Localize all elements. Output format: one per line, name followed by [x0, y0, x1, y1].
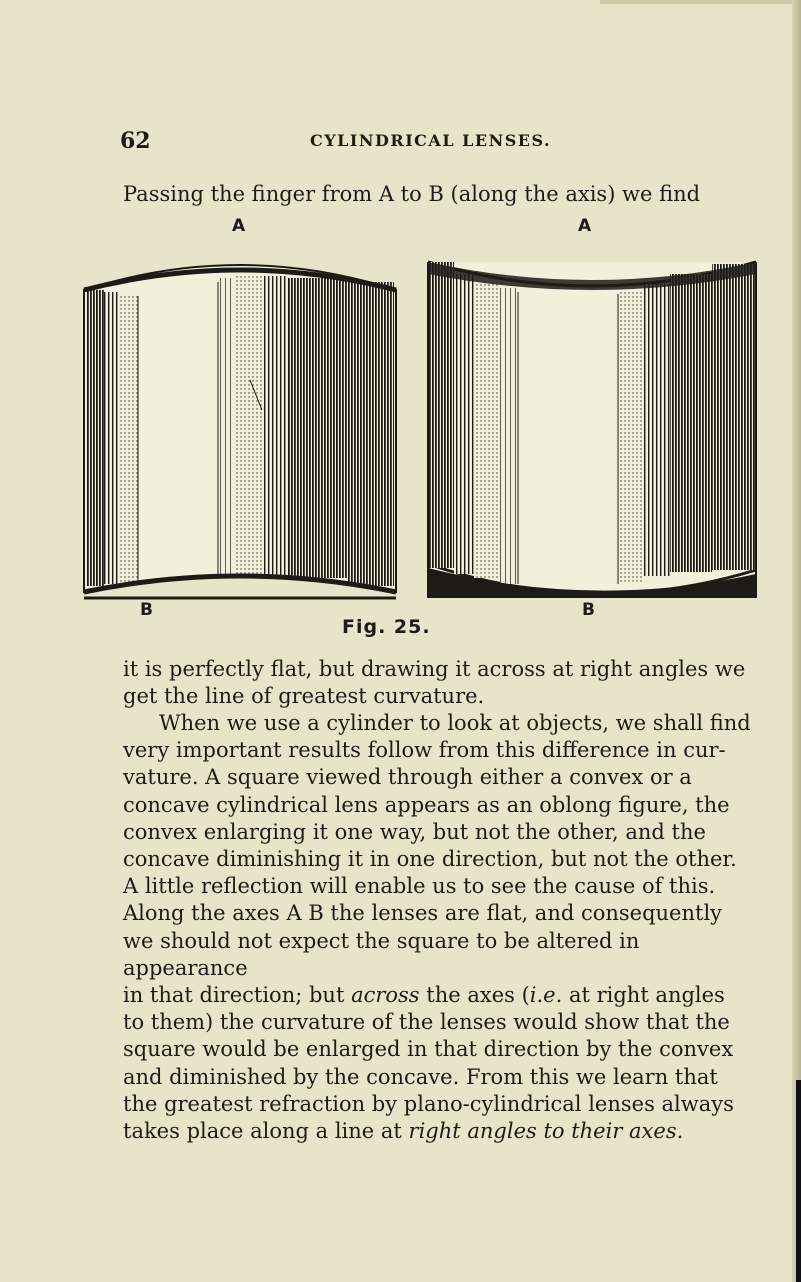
text-line: it is perfectly flat, but drawing it across at right angles we	[123, 657, 746, 681]
concave-lens	[428, 262, 756, 598]
text-span: at right angles	[562, 983, 725, 1008]
italic-text: across	[351, 983, 420, 1008]
lead-line: Passing the finger from A to B (along the axis) we find	[123, 182, 701, 206]
paragraph-1	[123, 656, 757, 710]
text-line: to them) the curvature of the lenses would show that the	[123, 1010, 730, 1035]
label-a-right: A	[578, 216, 592, 236]
text-line: concave diminishing it in one direction, but not the other.	[123, 847, 737, 872]
text-line: the greatest refraction by plano-cylindrical lenses always	[123, 1091, 734, 1116]
italic-text: i.e.	[529, 983, 563, 1008]
italic-text: right angles to their axes.	[408, 1119, 684, 1144]
text-line	[123, 1118, 757, 1145]
paragraph-2	[123, 710, 757, 1145]
text-span: in that direction; but	[123, 983, 352, 1008]
label-a-left: A	[232, 216, 246, 236]
text-line: and diminished by the concave. From this we learn that	[123, 1064, 718, 1089]
text-line	[123, 982, 757, 1009]
text-line: convex enlarging it one way, but not the other, and the	[123, 819, 706, 844]
text-span: the axes (	[419, 983, 530, 1008]
text-line: concave cylindrical lens appears as an oblong figure, the	[123, 792, 730, 817]
text-line: we should not expect the square to be altered in appearance	[123, 928, 640, 980]
figure-caption: Fig. 25.	[342, 616, 431, 638]
page-edge-tab	[796, 1080, 801, 1282]
text-line: vature. A square viewed through either a convex or a	[123, 765, 692, 790]
page-number: 62	[120, 128, 151, 154]
text-line: very important results follow from this difference in cur-	[123, 738, 726, 763]
text-line: square would be enlarged in that direction by the convex	[123, 1037, 734, 1062]
text-line: get the line of greatest curvature.	[123, 684, 485, 709]
text-span: takes place along a line at	[123, 1119, 409, 1144]
label-b-right: B	[582, 600, 595, 620]
label-b-left: B	[140, 600, 153, 620]
text-line: When we use a cylinder to look at objects, we shall find	[159, 711, 751, 735]
running-head: CYLINDRICAL LENSES.	[310, 131, 552, 150]
convex-lens	[84, 265, 396, 598]
text-line: A little reflection will enable us to see the cause of this.	[123, 874, 716, 899]
text-line: Along the axes A B the lenses are flat, and consequently	[123, 901, 723, 926]
